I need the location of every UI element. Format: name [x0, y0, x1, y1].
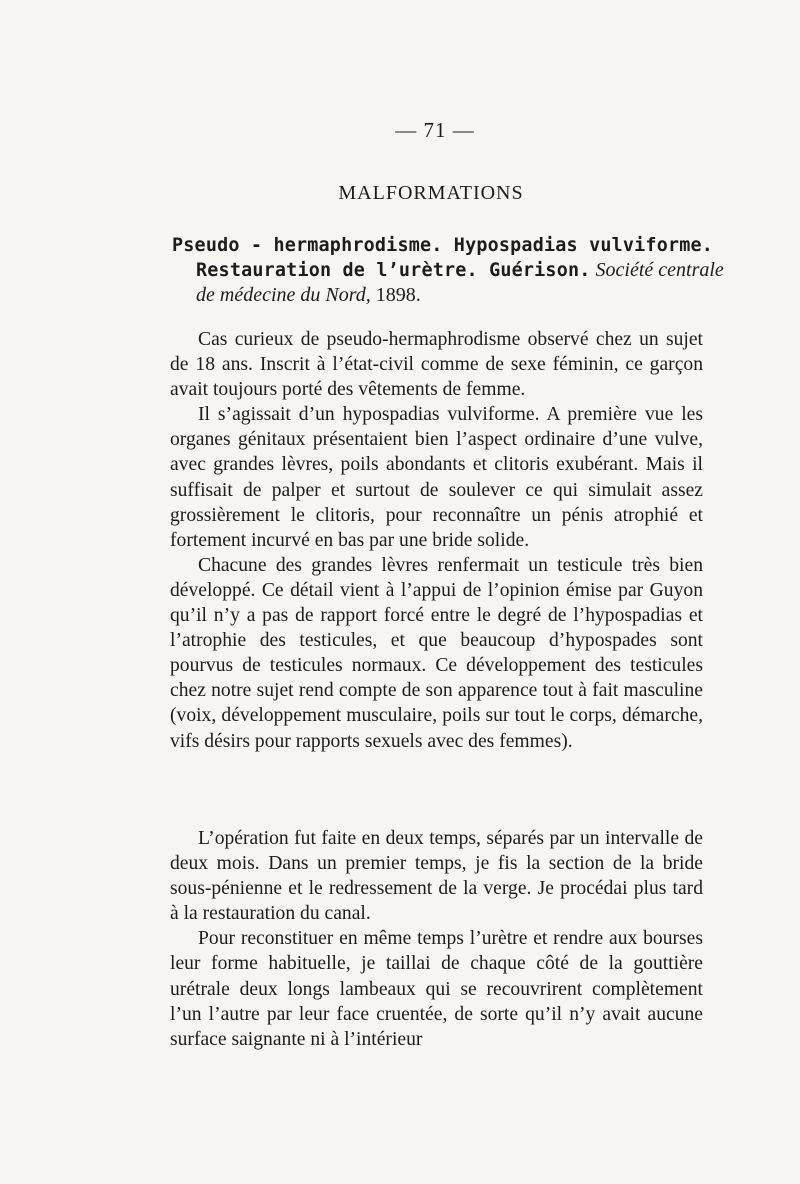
article-heading — [172, 233, 724, 308]
page-number: — 71 — — [395, 118, 475, 142]
source-year: 1898. — [370, 284, 421, 306]
paragraph: Il s’agissait d’un hypospadias vulviforme. A première vue les organes génitaux présentaient bien l’aspect ordinaire d’une vulve, avec grandes lèvres, poils abondants et clitoris exubérant. Mais il suffisait de palper et surtout de soulever ce qui simulait assez grossièrement le clitoris, pour reconnaître un pénis atrophié et fortement incurvé en bas par une bride solide. — [170, 404, 703, 551]
paragraph: L’opération fut faite en deux temps, séparés par un intervalle de deux mois. Dans un premier temps, je fis la section de la bride sous-pénienne et le redressement de la verge. Je procédai plus tard à la restauration du canal. — [170, 828, 703, 925]
article-title-line2 — [172, 258, 724, 283]
paragraph: Cas curieux de pseudo-hermaphrodisme observé chez un sujet de 18 ans. Inscrit à l’état-civil comme de sexe féminin, ce garçon avait toujours porté des vêtements de femme. — [170, 329, 703, 401]
body-text-block-2 — [170, 826, 703, 1052]
section-title: MALFORMATIONS — [338, 182, 524, 204]
body-text-block-1 — [170, 327, 703, 754]
article-title-part2: Restauration de l’urètre. Guérison. — [196, 260, 591, 281]
article-title-line1: Pseudo - hermaphrodisme. Hypospadias vulviforme. — [172, 235, 714, 256]
paragraph: Pour reconstituer en même temps l’urètre et rendre aux bourses leur forme habituelle, je taillai de chaque côté de la gouttière urétrale deux longs lambeaux qui se recouvrirent complètement l’un l’autre par leur face cruentée, de sorte qu’il n’y avait aucune surface saignante ni à l’intérieur — [170, 928, 703, 1050]
paragraph: Chacune des grandes lèvres renfermait un testicule très bien développé. Ce détail vient à l’appui de l’opinion émise par Guyon qu’il n’y a pas de rapport forcé entre le degré de l’hypospadias et l’atrophie des testicules, et que beaucoup d’hypospades sont pourvus de testicules normaux. Ce développement des testicules chez notre sujet rend compte de son apparence tout à fait masculine (voix, développement musculaire, poils sur tout le corps, démarche, vifs désirs pour rapports sexuels avec des femmes). — [170, 554, 703, 752]
source-society-2: de médecine du Nord, — [196, 284, 371, 306]
article-source-line — [172, 283, 702, 308]
source-society: Société centrale — [595, 259, 724, 281]
